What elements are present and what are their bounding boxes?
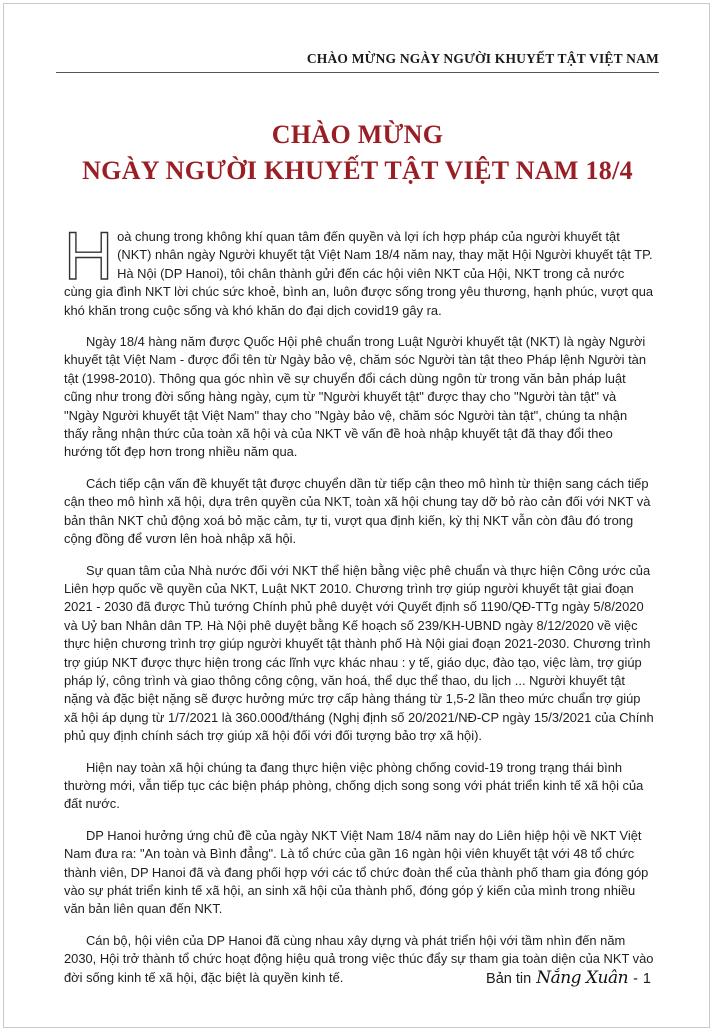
paragraph-1-text: oà chung trong không khí quan tâm đến quyền và lợi ích hợp pháp của người khuyết tật (NKT) nhân ngày Người khuyết tật Việt Nam 18/4 năm nay, thay mặt Hội Người khuyết tật TP. Hà Nội (DP Hanoi), tôi chân thành gửi đến các hội viên NKT của Hội, NKT trong cả nước cùng gia đình NKT lời chúc sức khoẻ, bình an, luôn được sống trong yêu thương, hạnh phúc, vượt qua khó khăn trong cuộc sống và khó khăn do đại dịch covid19 gây ra. [64, 229, 654, 318]
page-number: 1 [642, 971, 651, 987]
paragraph-3: Cách tiếp cận vấn đề khuyết tật được chuyển dần từ tiếp cận theo mô hình từ thiện sang cách tiếp cận theo mô hình xã hội, dựa trên quyền của NKT, toàn xã hội chung tay dỡ bỏ rào cản đối với NKT và bản thân NKT chủ động xoá bỏ mặc cảm, tự ti, vượt qua định kiến, kỳ thị NKT vẫn còn đâu đó trong cộng đồng để vươn lên hoà nhập xã hội. [64, 475, 651, 547]
title-line-1: CHÀO MỪNG [271, 120, 444, 149]
article-title [40, 117, 675, 189]
drop-cap: H [64, 218, 114, 294]
paragraph-7: Cán bộ, hội viên của DP Hanoi đã cùng nhau xây dựng và phát triển hội với tầm nhìn đến năm 2030, Hội trở thành tổ chức hoạt động hiệu quả trong việc thúc đẩy sự tham gia toàn diện của NKT vào đời sống kinh tế xã hội, đặc biệt là quyền kinh tế. [64, 932, 654, 985]
footer-prefix: Bản tin [486, 971, 532, 987]
paragraph-6: DP Hanoi hưởng ứng chủ đề của ngày NKT Việt Nam 18/4 năm nay do Liên hiệp hội về NKT Việt Nam đưa ra: "An toàn và Bình đẳng". Là tổ chức của gần 16 ngàn hội viên khuyết tật với 48 tổ chức thành viên, DP Hanoi đã và đang phối hợp với các tổ chức đoàn thể của thành phố tham gia đóng góp vào sự phát triển kinh tế xã hội, an sinh xã hội của thành phố, đóng góp ý kiến của mình trong nhiều văn bản liên quan đến NKT. [64, 827, 649, 917]
page-footer [486, 968, 651, 988]
header-divider [56, 72, 659, 73]
newsletter-logo: Nắng Xuân [536, 968, 629, 988]
paragraph-2: Ngày 18/4 hàng năm được Quốc Hội phê chuẩn trong Luật Người khuyết tật (NKT) là ngày Người khuyết tật Việt Nam - được đổi tên từ Ngày bảo vệ, chăm sóc Người tàn tật theo Pháp lệnh Người tàn tật (1998-2010). Thông qua góc nhìn về sự chuyển đổi cách dùng ngôn từ trong văn bản pháp luật cũng như trong đời sống hàng ngày, cụm từ "Người khuyết tật" được thay cho "Người tàn tật" và "Ngày Người khuyết tật Việt Nam" thay cho "Ngày bảo vệ, chăm sóc Người tàn tật", chúng ta nhận thấy rằng nhận thức của toàn xã hội và của NKT về vấn đề hoà nhập khuyết tật đã thay đổi theo hướng tốt đẹp hơn trong nhiều năm qua. [64, 334, 647, 460]
paragraph-5: Hiện nay toàn xã hội chúng ta đang thực hiện việc phòng chống covid-19 trong trạng thái bình thường mới, vẫn tiếp tục các biện pháp phòng, chống dịch song song với phát triển kinh tế xã hội của đất nước. [64, 759, 644, 812]
paragraph-4: Sự quan tâm của Nhà nước đối với NKT thể hiện bằng việc phê chuẩn và thực hiện Công ước của Liên hợp quốc về quyền của NKT, Luật NKT 2010. Chương trình trợ giúp người khuyết tật giai đoạn 2021 - 2030 đã được Thủ tướng Chính phủ phê duyệt với Quyết định số 1190/QĐ-TTg ngày 5/8/2020 và Uỷ ban Nhân dân TP. Hà Nội phê duyệt bằng Kế hoạch số 239/KH-UBND ngày 8/12/2020 về việc thực hiện chương trình trợ giúp người khuyết tật thành phố Hà Nội giai đoạn 2021-2030. Chương trình trợ giúp NKT được thực hiện trong các lĩnh vực khác nhau : y tế, giáo dục, đào tạo, việc làm, trợ giúp pháp lý, công trình và giao thông công cộng, văn hoá, thể dục thể thao, du lịch ... Người khuyết tật nặng và đặc biệt nặng sẽ được hưởng mức trợ cấp hàng tháng từ 1,5-2 lần theo mức chuẩn trợ giúp xã hội áp dụng từ 1/7/2021 là 360.000đ/tháng (Nghị định số 20/2021/NĐ-CP ngày 15/3/2021 của Chính phủ quy định chính sách trợ giúp xã hội đối với đối tượng bảo trợ xã hội). [64, 562, 654, 744]
footer-separator: - [633, 971, 638, 987]
article-body [64, 218, 654, 1000]
title-line-2: NGÀY NGƯỜI KHUYẾT TẬT VIỆT NAM 18/4 [82, 156, 633, 185]
paragraph-1 [64, 218, 654, 320]
running-header: CHÀO MỪNG NGÀY NGƯỜI KHUYẾT TẬT VIỆT NAM [306, 51, 659, 66]
